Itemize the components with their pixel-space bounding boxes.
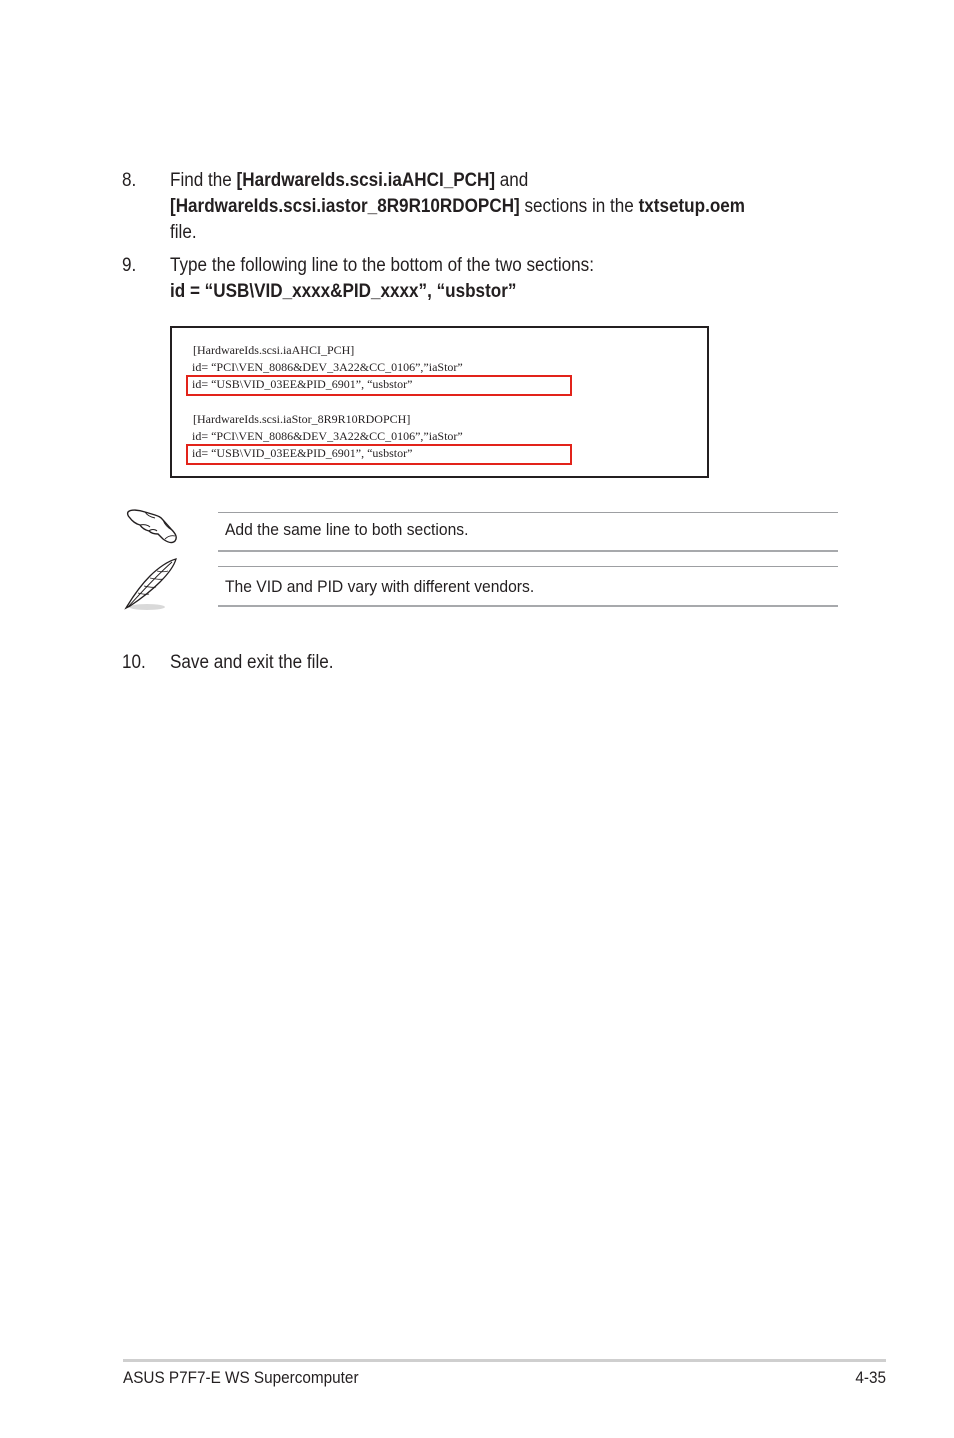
code-section-1-usb-line: id= “USB\VID_03EE&PID_6901”, “usbstor” [192, 377, 413, 391]
note-1-bottom-rule [218, 550, 838, 552]
step-8-line-2 [170, 194, 745, 220]
note-2-top-rule [218, 566, 838, 567]
quill-pen-icon [122, 556, 180, 612]
step-8-line-1 [170, 168, 528, 194]
note-2-bottom-rule [218, 605, 838, 607]
note-2-text: The VID and PID vary with different vendors. [225, 577, 535, 596]
step-10-number: 10. [122, 652, 146, 673]
step-8-line-3: file. [170, 222, 197, 243]
step-8-number: 8. [122, 170, 137, 191]
step-8-section-name-1: [HardwareIds.scsi.iaAHCI_PCH] [236, 170, 496, 191]
step-8-section-name-2: [HardwareIds.scsi.iastor_8R9R10RDOPCH] [170, 196, 520, 217]
step-9-id-line: id = “USB\VID_xxxx&PID_xxxx”, “usbstor” [170, 281, 517, 302]
step-8-text: Find the [170, 170, 237, 191]
step-9-number: 9. [122, 255, 137, 276]
note-1-top-rule [218, 512, 838, 513]
step-8-filename: txtsetup.oem [638, 196, 745, 217]
footer-product-name: ASUS P7F7-E WS Supercomputer [123, 1368, 359, 1387]
step-8-text: and [495, 170, 529, 191]
step-10-text: Save and exit the file. [170, 652, 334, 673]
hand-pointing-icon [125, 503, 181, 545]
footer-page-number: 4-35 [855, 1368, 886, 1387]
code-sample-box [170, 326, 709, 478]
step-9-code-line [170, 279, 516, 305]
code-section-1-pci-line: id= “PCI\VEN_8086&DEV_3A22&CC_0106”,”iaStor” [192, 360, 463, 374]
code-section-2-pci-line: id= “PCI\VEN_8086&DEV_3A22&CC_0106”,”iaStor” [192, 429, 463, 443]
code-section-1-header: [HardwareIds.scsi.iaAHCI_PCH] [193, 343, 355, 357]
code-section-2-usb-line: id= “USB\VID_03EE&PID_6901”, “usbstor” [192, 446, 413, 460]
step-8-text: sections in the [519, 196, 639, 217]
footer-rule [123, 1359, 886, 1362]
step-9-text: Type the following line to the bottom of the two sections: [170, 255, 594, 276]
note-1-text: Add the same line to both sections. [225, 520, 469, 539]
code-section-2-header: [HardwareIds.scsi.iaStor_8R9R10RDOPCH] [193, 412, 411, 426]
